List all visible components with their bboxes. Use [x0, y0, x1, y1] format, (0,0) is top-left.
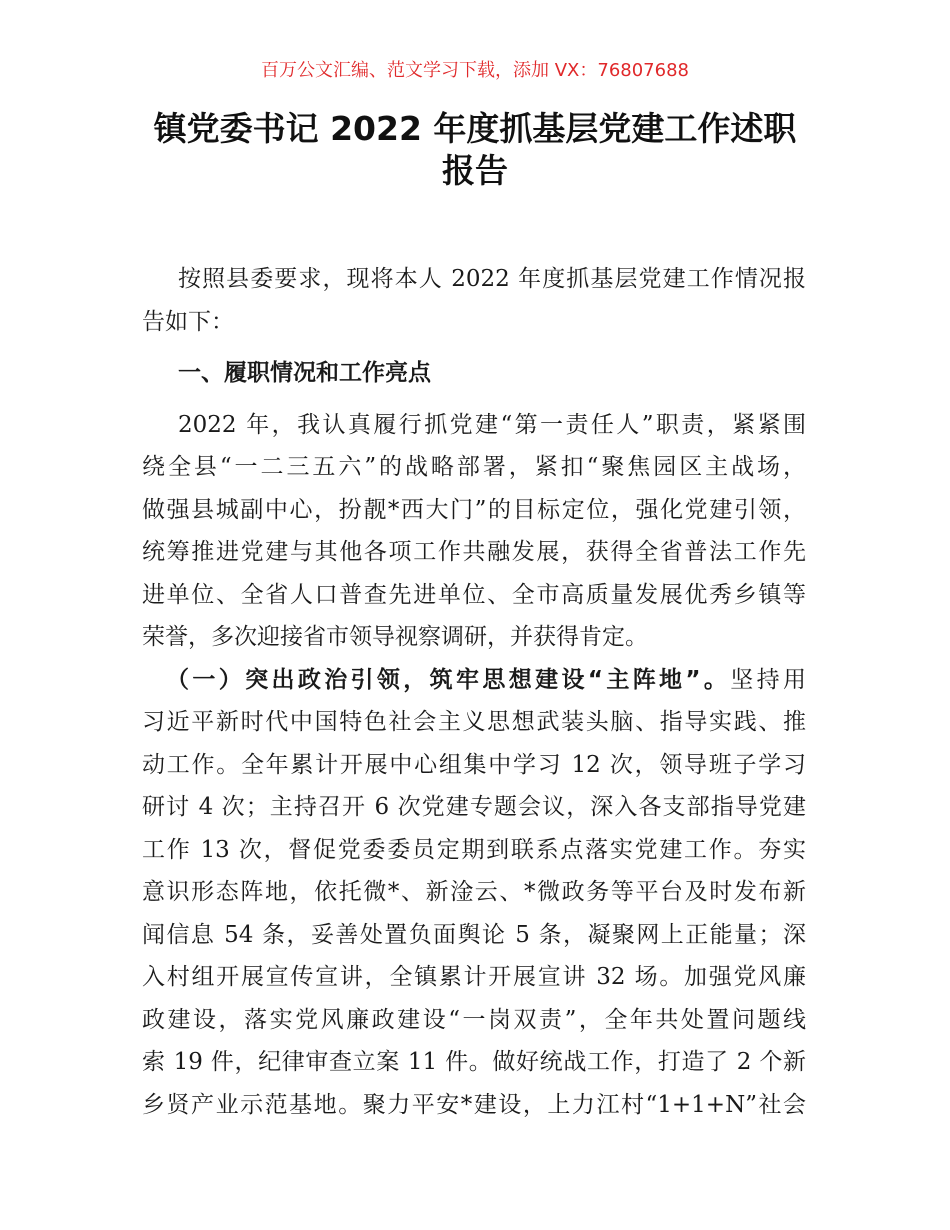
text-line: 乡贤产业示范基地。聚力平安*建设，上力江村“1+1+N”社会 — [142, 1091, 806, 1118]
title-line-2: 报告 — [442, 151, 508, 190]
title-line-1: 镇党委书记 2022 年度抓基层党建工作述职 — [153, 109, 797, 148]
document-body — [142, 258, 806, 1126]
text-line: 闻信息 54 条，妥善处置负面舆论 5 条，凝聚网上正能量；深 — [142, 921, 806, 948]
document-title — [0, 108, 950, 192]
text-line — [142, 659, 806, 702]
text-line: 动工作。全年累计开展中心组集中学习 12 次，领导班子学习 — [142, 751, 806, 778]
text-line: 习近平新时代中国特色社会主义思想武装头脑、指导实践、推 — [142, 709, 806, 735]
text-line: 政建设，落实党风廉政建设“一岗双责”，全年共处置问题线 — [142, 1006, 806, 1033]
subsection-heading: （一）突出政治引领，筑牢思想建设“主阵地”。 — [166, 666, 731, 693]
intro-paragraph — [142, 258, 806, 343]
paragraph-overview — [142, 404, 806, 659]
text-line: 统筹推进党建与其他各项工作共融发展，获得全省普法工作先 — [142, 539, 806, 565]
text-line: 绕全县“一二三五六”的战略部署，紧扣“聚焦园区主战场， — [142, 454, 806, 480]
section-heading: 一、履职情况和工作亮点 — [178, 360, 431, 386]
text-line: 做强县城副中心，扮靓*西大门”的目标定位，强化党建引领， — [142, 496, 806, 523]
text-line: 告如下： — [142, 308, 234, 335]
text-line: 研讨 4 次；主持召开 6 次党建专题会议，深入各支部指导党建 — [142, 794, 806, 820]
paragraph-political-leadership — [142, 659, 806, 1127]
watermark-header: 百万公文汇编、范文学习下载，添加 VX：76807688 — [261, 60, 689, 81]
text-run: 坚持用 — [730, 666, 806, 693]
text-line: 工作 13 次，督促党委委员定期到联系点落实党建工作。夯实 — [142, 836, 806, 863]
text-line: 2022 年，我认真履行抓党建“第一责任人”职责，紧紧围 — [178, 411, 806, 438]
text-line: 荣誉，多次迎接省市领导视察调研，并获得肯定。 — [142, 624, 648, 650]
text-line: 按照县委要求，现将本人 2022 年度抓基层党建工作情况报 — [178, 266, 806, 292]
text-line: 入村组开展宣传宣讲，全镇累计开展宣讲 32 场。加强党风廉 — [142, 964, 806, 990]
text-line: 意识形态阵地，依托微*、新淦云、*微政务等平台及时发布新 — [142, 879, 806, 905]
text-line: 进单位、全省人口普查先进单位、全市高质量发展优秀乡镇等 — [142, 581, 806, 608]
text-line: 索 19 件，纪律审查立案 11 件。做好统战工作，打造了 2 个新 — [142, 1049, 806, 1075]
